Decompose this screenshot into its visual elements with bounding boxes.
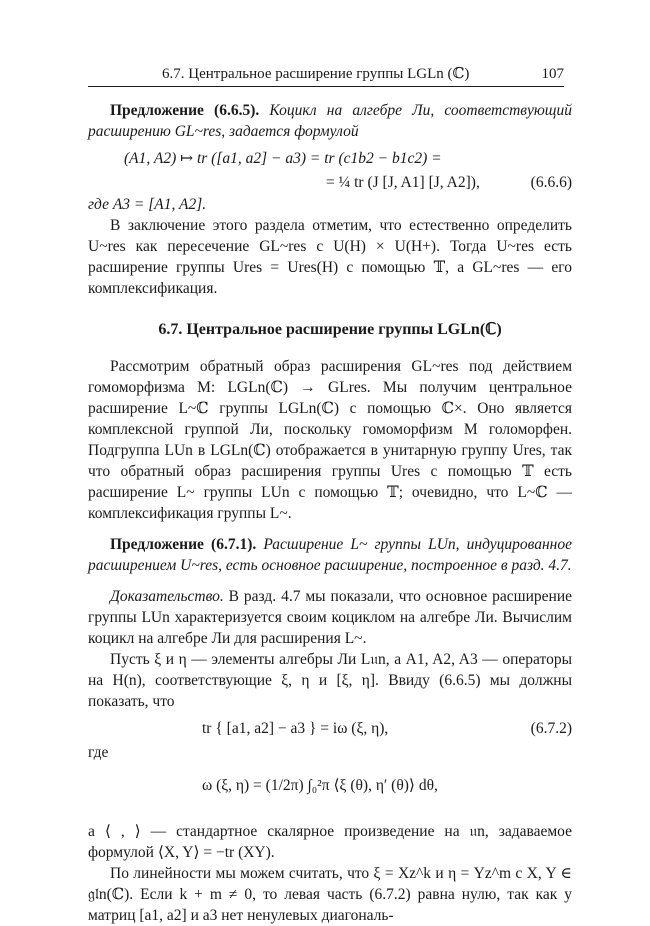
paragraph-let-xi-eta: Пусть ξ и η — элементы алгебры Ли L𝔲n, а A1, A2, A3 — операторы на H(n), соответствующие ξ, η и [ξ, η]. Ввиду (6.6.5) мы должны показать, что (88, 651, 572, 710)
page-number: 107 (541, 66, 564, 82)
equation-6-7-2-expression: tr { [a1, a2] − a3 } = iω (ξ, η), (202, 720, 389, 737)
where-a3-line: где A3 = [A1, A2]. (88, 196, 207, 213)
equation-6-6-6-number: (6.6.6) (530, 174, 572, 191)
proposition-6-6-5-title: Предложение (6.6.5). (110, 102, 260, 119)
proposition-6-7-1 (88, 534, 572, 576)
where-word: где (88, 744, 109, 761)
proof-label: Доказательство. (110, 588, 224, 605)
running-title: 6.7. Центральное расширение группы LGLn (ℂ) (162, 66, 470, 82)
paragraph-scalar-product: а ⟨ , ⟩ — стандартное скалярное произведение на 𝔲n, задаваемое формулой ⟨X, Y⟩ = −tr (XY). (88, 823, 572, 861)
omega-equation-expression: ω (ξ, η) = (1/2π) ∫₀²π ⟨ξ (θ), η′ (θ)⟩ dθ, (202, 777, 438, 794)
proposition-6-6-5-text: Коцикл на алгебре Ли, соответствующий расширению GL~res, задается формулой (88, 102, 573, 140)
equation-6-7-2 (88, 712, 572, 742)
paragraph-preimage: Рассмотрим обратный образ расширения GL~res под действием гомоморфизма M: LGLn(ℂ) → GLres. Мы получим центральное расширение L~ℂ группы LGLn(ℂ) с помощью ℂ×. Оно является комплексной группой Ли, поскольку гомоморфизм M голоморфен. Подгруппа LUn в LGLn(ℂ) отображается в унитарную группу Ures, так что обратный образ расширения группы Ures с помощью 𝕋 есть расширение L~ группы LUn с помощью 𝕋; очевидно, что L~ℂ — комплексификация группы L~. (88, 358, 572, 522)
equation-6-6-6-line1: (A1, A2) ↦ tr ([a1, a2] − a3) = tr (c1b2 − b1c2) = (124, 150, 442, 167)
proposition-6-7-1-title: Предложение (6.7.1). (110, 536, 257, 553)
running-header (88, 64, 564, 87)
proof-paragraph (88, 586, 572, 649)
proposition-6-6-5 (88, 100, 572, 142)
equation-6-7-2-number: (6.7.2) (530, 720, 572, 737)
proposition-6-7-1-text: Расширение L~ группы LUn, индуцированное расширением U~res, есть основное расширение, построенное в разд. 4.7. (88, 536, 572, 574)
paragraph-conclusion: В заключение этого раздела отметим, что естественно определить U~res как пересечение GL~res с U(H) × U(H+). Тогда U~res есть расширение группы Ures = Ures(H) с помощью 𝕋, а GL~res — его комплексификация. (88, 217, 572, 297)
page-body (88, 100, 572, 926)
omega-equation (88, 763, 572, 821)
section-title: 6.7. Центральное расширение группы LGLn(ℂ) (158, 321, 502, 338)
paragraph-linearity: По линейности мы можем считать, что ξ = Xz^k и η = Yz^m с X, Y ∈ 𝔤𝔩n(ℂ). Если k + m ≠ 0, то левая часть (6.7.2) равна нулю, так как у матриц [a1, a2] и a3 нет ненулевых диагональ- (88, 865, 572, 924)
equation-6-6-6-line2: = ¼ tr (J [J, A1] [J, A2]), (326, 174, 480, 191)
equation-6-6-6 (88, 146, 572, 194)
proof-text: В разд. 4.7 мы показали, что основное расширение группы LUn характеризуется своим коциклом на алгебре Ли. Вычислим коцикл на алгебре Ли для расширения L~. (88, 588, 572, 647)
